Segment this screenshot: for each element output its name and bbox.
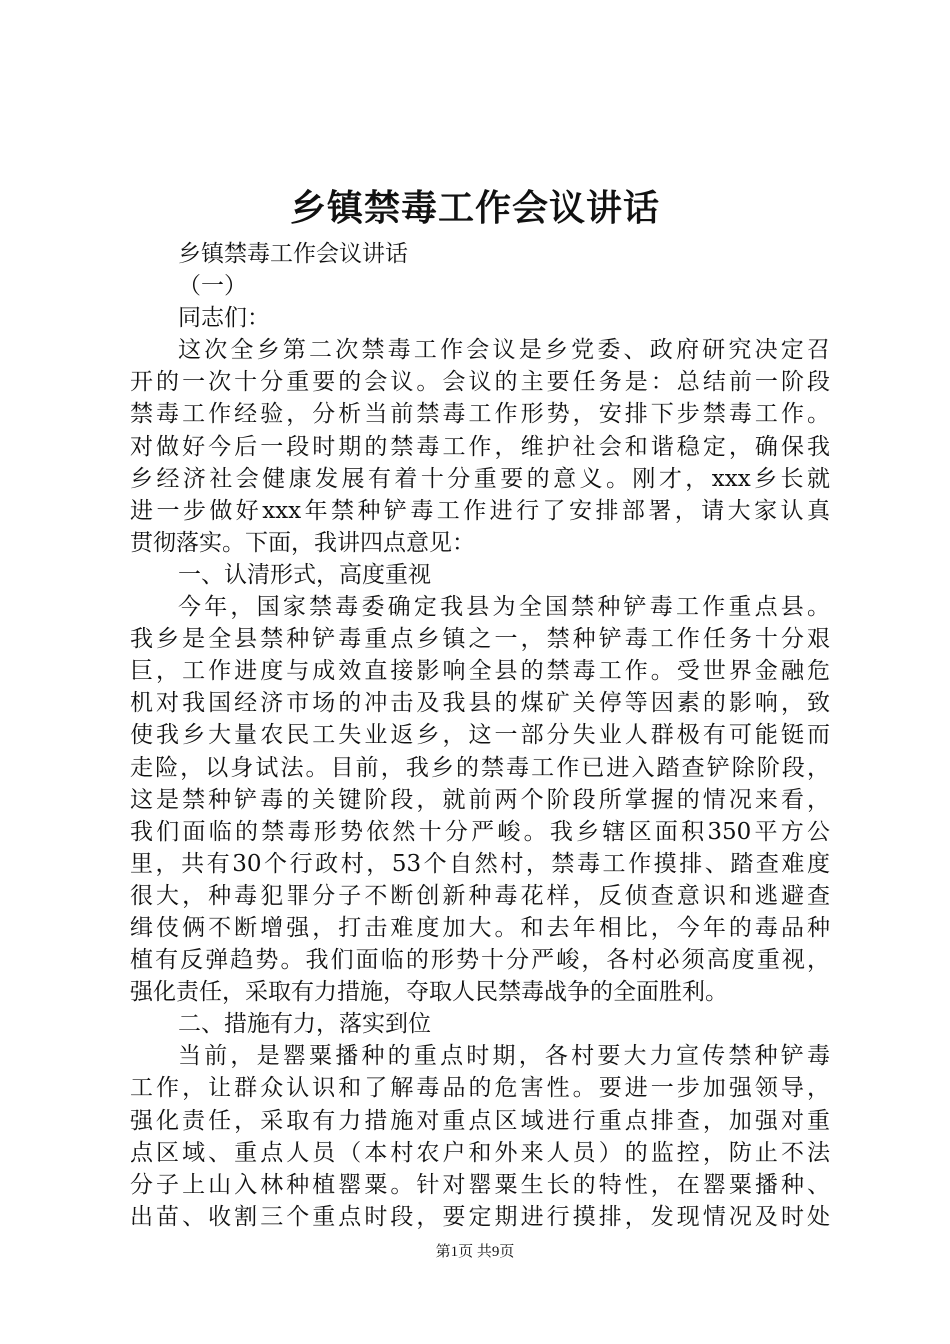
paragraph-line: 出苗、收割三个重点时段，要定期进行摸排，发现情况及时处 — [130, 1203, 830, 1230]
paragraph-line: 同志们： — [178, 305, 270, 332]
paragraph-line: 巨，工作进度与成效直接影响全县的禁毒工作。受世界金融危 — [130, 658, 830, 685]
page-footer: 第1页 共9页 — [435, 1244, 515, 1260]
paragraph-line: 乡经济社会健康发展有着十分重要的意义。刚才，xxx乡长就 — [130, 465, 830, 492]
paragraph-line: 工作，让群众认识和了解毒品的危害性。要进一步加强领导， — [130, 1075, 830, 1102]
paragraph-line: 当前，是罂粟播种的重点时期，各村要大力宣传禁种铲毒 — [178, 1043, 830, 1070]
paragraph-line: （一） — [178, 273, 247, 300]
paragraph-line: 机对我国经济市场的冲击及我县的煤矿关停等因素的影响，致 — [130, 690, 830, 717]
paragraph-line: 植有反弹趋势。我们面临的形势十分严峻，各村必须高度重视， — [130, 947, 830, 974]
paragraph-line: 这是禁种铲毒的关键阶段，就前两个阶段所掌握的情况来看， — [130, 786, 830, 813]
paragraph-line: 对做好今后一段时期的禁毒工作，维护社会和谐稳定，确保我 — [130, 433, 830, 460]
paragraph-line: 开的一次十分重要的会议。会议的主要任务是：总结前一阶段 — [130, 369, 830, 396]
paragraph-line: 贯彻落实。下面，我讲四点意见： — [130, 529, 475, 556]
paragraph-line: 强化责任，采取有力措施，夺取人民禁毒战争的全面胜利。 — [130, 979, 728, 1006]
paragraph-line: 缉伎俩不断增强，打击难度加大。和去年相比，今年的毒品种 — [130, 914, 830, 941]
paragraph-line: 强化责任，采取有力措施对重点区域进行重点排查，加强对重 — [130, 1107, 830, 1134]
paragraph-line: 很大，种毒犯罪分子不断创新种毒花样，反侦查意识和逃避查 — [130, 882, 830, 909]
paragraph-line: 点区域、重点人员（本村农户和外来人员）的监控，防止不法 — [130, 1139, 830, 1166]
paragraph-line: 禁毒工作经验，分析当前禁毒工作形势，安排下步禁毒工作。 — [130, 401, 830, 428]
paragraph-line: 使我乡大量农民工失业返乡，这一部分失业人群极有可能铤而 — [130, 722, 830, 749]
document-body — [130, 238, 830, 1233]
paragraph-line: 今年，国家禁毒委确定我县为全国禁种铲毒工作重点县。 — [178, 594, 830, 621]
paragraph-line: 走险，以身试法。目前，我乡的禁毒工作已进入踏查铲除阶段， — [130, 754, 830, 781]
paragraph-line: 里，共有30个行政村，53个自然村，禁毒工作摸排、踏查难度 — [130, 850, 830, 877]
paragraph-line: 我们面临的禁毒形势依然十分严峻。我乡辖区面积350平方公 — [130, 818, 830, 845]
document-title: 乡镇禁毒工作会议讲话 — [289, 187, 660, 229]
section-heading: 一、认清形式，高度重视 — [178, 561, 431, 588]
paragraph-line: 分子上山入林种植罂粟。针对罂粟生长的特性，在罂粟播种、 — [130, 1171, 830, 1198]
paragraph-line: 进一步做好xxx年禁种铲毒工作进行了安排部署，请大家认真 — [130, 497, 830, 524]
paragraph-line: 乡镇禁毒工作会议讲话 — [178, 241, 408, 267]
section-heading: 二、措施有力，落实到位 — [178, 1011, 431, 1038]
paragraph-line: 我乡是全县禁种铲毒重点乡镇之一，禁种铲毒工作任务十分艰 — [130, 626, 830, 653]
paragraph-line: 这次全乡第二次禁毒工作会议是乡党委、政府研究决定召 — [178, 337, 830, 364]
